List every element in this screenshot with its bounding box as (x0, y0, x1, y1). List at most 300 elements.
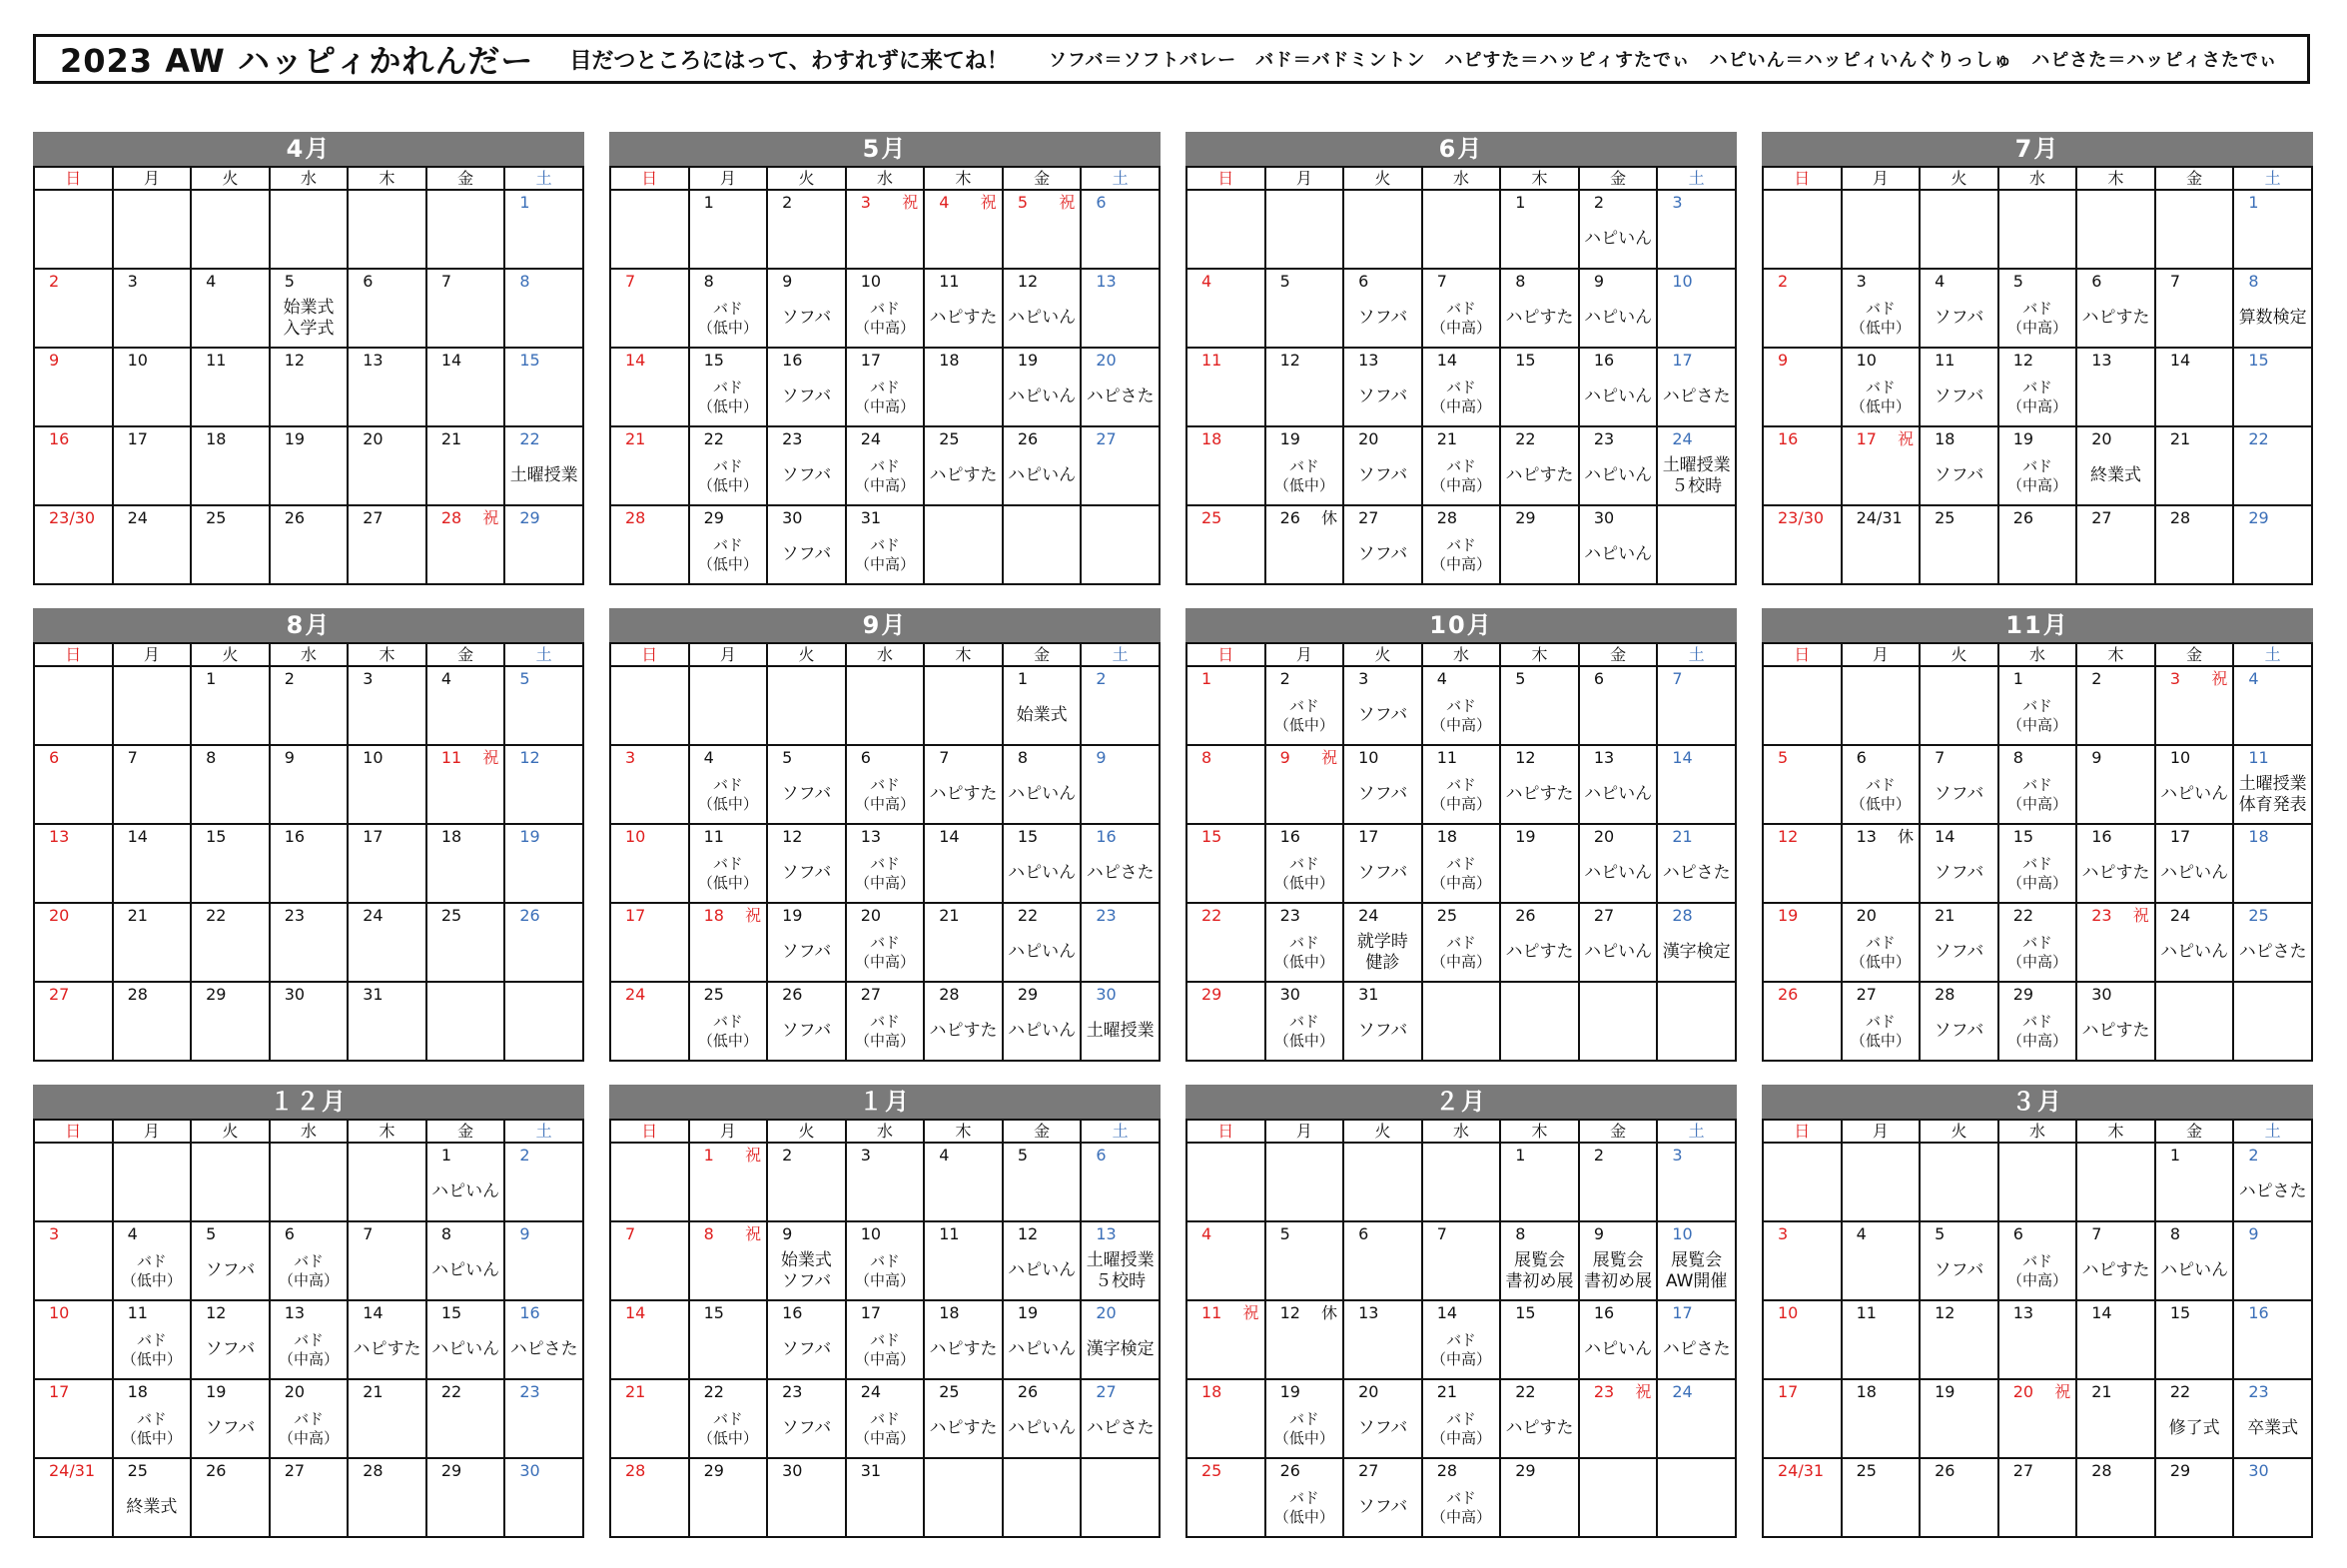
day-cell (1422, 1379, 1501, 1458)
day-cell (426, 269, 505, 348)
day-cell (1500, 190, 1579, 269)
event-label: ハピすた (1505, 942, 1574, 962)
day-cell (924, 348, 1003, 426)
day-number: 19 (1017, 351, 1039, 370)
day-number: 9 (1593, 1224, 1604, 1243)
day-number: 23 (782, 1382, 803, 1401)
day-cell (1657, 1379, 1736, 1458)
day-number: 26 (1017, 1382, 1039, 1401)
day-number: 10 (625, 827, 646, 846)
day-number: 24 (1672, 429, 1693, 448)
weekday-header-row (1186, 167, 1736, 190)
day-cell (1579, 348, 1658, 426)
event-label: ハピすた (2081, 308, 2150, 328)
day-number: 20 (1096, 351, 1117, 370)
day-number: 23 (2091, 906, 2112, 925)
day-number: 7 (939, 748, 950, 767)
day-cell (2076, 269, 2155, 348)
weekday-label: 水 (1422, 167, 1501, 190)
day-number: 1 (1515, 193, 1526, 212)
day-cell (426, 505, 505, 584)
weekday-label: 水 (846, 643, 925, 666)
day-number: 3 (363, 669, 374, 688)
empty-day-cell (1003, 505, 1082, 584)
empty-day-cell (689, 666, 768, 745)
event-label: バド （中高） (2006, 854, 2067, 892)
week-row (610, 269, 1160, 348)
day-number: 13 (1358, 1303, 1379, 1322)
day-cell (1657, 190, 1736, 269)
day-number: 3 (1672, 1146, 1683, 1165)
day-number: 26 (284, 508, 306, 527)
holiday-mark: 祝 (1242, 1303, 1259, 1322)
day-cell (1500, 348, 1579, 426)
day-cell (1998, 745, 2077, 824)
day-number: 13 (1358, 351, 1379, 370)
day-number: 13 (284, 1303, 306, 1322)
day-number: 14 (625, 351, 646, 370)
day-cell (2076, 982, 2155, 1061)
event-label: バド （低中） (1850, 299, 1911, 337)
day-cell (1081, 1221, 1160, 1300)
day-cell (270, 426, 349, 505)
day-cell (270, 903, 349, 982)
day-number: 1 (440, 1146, 451, 1165)
day-number: 6 (1096, 1146, 1107, 1165)
weekday-label: 木 (924, 1120, 1003, 1143)
day-cell (1763, 982, 1842, 1061)
day-number: 21 (1935, 906, 1956, 925)
day-cell (34, 745, 113, 824)
day-number: 14 (2091, 1303, 2112, 1322)
event-label: ハピさた (1086, 387, 1155, 406)
weekday-header-row (610, 1120, 1160, 1143)
weekday-label: 金 (426, 1120, 505, 1143)
day-cell (1763, 1300, 1842, 1379)
day-cell (1500, 745, 1579, 824)
event-label: ハピいん (1584, 863, 1653, 883)
day-cell (1265, 505, 1344, 584)
day-number: 25 (127, 1461, 148, 1480)
day-number: 22 (519, 429, 540, 448)
day-number: 14 (939, 827, 960, 846)
day-cell (2076, 745, 2155, 824)
event-label: ハピいん (1584, 308, 1653, 328)
day-cell (34, 348, 113, 426)
day-number: 13 (860, 827, 882, 846)
event-label: ハピいん (1008, 1260, 1077, 1280)
day-cell (426, 745, 505, 824)
event-label: バド （中高） (2006, 1012, 2067, 1050)
event-label: ハピすた (929, 1339, 998, 1359)
day-number: 8 (1515, 272, 1526, 291)
holiday-mark: 祝 (902, 193, 919, 212)
day-number: 12 (1515, 748, 1536, 767)
weekday-label: 土 (1657, 643, 1736, 666)
event-label: 土曜授業 体育発表 (2238, 773, 2307, 815)
day-cell (2233, 1379, 2312, 1458)
month-title: １２月 (33, 1085, 584, 1119)
day-cell (191, 426, 270, 505)
month-calendar (1185, 1085, 1737, 1538)
day-cell (1081, 426, 1160, 505)
empty-day-cell (1763, 1143, 1842, 1221)
day-cell (1343, 745, 1422, 824)
day-number: 8 (519, 272, 530, 291)
day-number: 12 (519, 748, 540, 767)
day-cell (113, 269, 192, 348)
day-cell (504, 426, 583, 505)
day-cell (1186, 666, 1265, 745)
day-cell (610, 1221, 689, 1300)
day-number: 24/31 (49, 1461, 96, 1480)
event-label: ハピいん (431, 1339, 500, 1359)
event-label: バド （低中） (121, 1409, 182, 1447)
day-number: 23 (1096, 906, 1117, 925)
event-label: ソフバ (1357, 863, 1408, 883)
day-number: 11 (1935, 351, 1956, 370)
month-title: ３月 (1762, 1085, 2313, 1119)
event-label: バド （中高） (1430, 696, 1491, 734)
weekday-label: 火 (1343, 643, 1422, 666)
day-cell (1763, 505, 1842, 584)
week-row (610, 745, 1160, 824)
event-label: バド （中高） (1430, 1330, 1491, 1368)
weekday-header-row (1763, 643, 2312, 666)
day-cell (1657, 745, 1736, 824)
day-number: 18 (1201, 1382, 1222, 1401)
event-label: ハピすた (1505, 784, 1574, 804)
event-label: バド （中高） (854, 775, 915, 813)
week-row (1763, 190, 2312, 269)
day-number: 22 (1515, 1382, 1536, 1401)
day-number: 4 (206, 272, 217, 291)
day-cell (1920, 505, 1998, 584)
month-title: 10月 (1185, 608, 1737, 642)
day-cell (767, 1300, 846, 1379)
day-number: 23 (1593, 1382, 1615, 1401)
day-cell (348, 1221, 426, 1300)
day-number: 17 (1672, 1303, 1693, 1322)
day-cell (1422, 505, 1501, 584)
weekday-label: 日 (34, 1120, 113, 1143)
day-cell (610, 982, 689, 1061)
day-cell (767, 824, 846, 903)
day-cell (426, 1300, 505, 1379)
week-row (1763, 666, 2312, 745)
day-number: 25 (206, 508, 227, 527)
day-cell (34, 1458, 113, 1537)
week-row (1186, 1379, 1736, 1458)
day-cell (689, 1221, 768, 1300)
day-number: 12 (206, 1303, 227, 1322)
day-number: 23 (1279, 906, 1300, 925)
event-label: ソフバ (781, 465, 832, 485)
event-label: バド （低中） (697, 299, 758, 337)
empty-day-cell (1920, 190, 1998, 269)
day-cell (846, 1143, 925, 1221)
day-cell (504, 1300, 583, 1379)
day-cell (1422, 269, 1501, 348)
weekday-label: 月 (1842, 643, 1921, 666)
day-cell (34, 426, 113, 505)
event-label: 展覧会 書初め展 (1584, 1249, 1653, 1291)
day-number: 17 (363, 827, 384, 846)
day-number: 6 (49, 748, 60, 767)
day-cell (610, 824, 689, 903)
event-label: バド （低中） (697, 1409, 758, 1447)
day-number: 1 (2248, 193, 2259, 212)
day-number: 18 (1201, 429, 1222, 448)
day-number: 25 (703, 985, 724, 1004)
empty-day-cell (610, 666, 689, 745)
month-table (33, 642, 584, 1062)
day-cell (270, 824, 349, 903)
day-number: 2 (519, 1146, 530, 1165)
event-label: ソフバ (781, 942, 832, 962)
day-number: 24 (625, 985, 646, 1004)
day-number: 11 (2248, 748, 2269, 767)
day-number: 16 (284, 827, 306, 846)
day-number: 19 (1017, 1303, 1039, 1322)
day-cell (1003, 1379, 1082, 1458)
day-number: 11 (1436, 748, 1458, 767)
weekday-label: 日 (610, 643, 689, 666)
day-number: 23 (519, 1382, 540, 1401)
day-number: 3 (2169, 669, 2180, 688)
holiday-mark: 祝 (1059, 193, 1076, 212)
event-label: バド （中高） (854, 1251, 915, 1289)
empty-day-cell (34, 190, 113, 269)
day-cell (2076, 824, 2155, 903)
day-number: 4 (939, 1146, 950, 1165)
day-cell (2233, 505, 2312, 584)
day-cell (689, 982, 768, 1061)
day-cell (1186, 1221, 1265, 1300)
day-number: 15 (2169, 1303, 2191, 1322)
day-number: 19 (206, 1382, 227, 1401)
week-row (610, 1300, 1160, 1379)
day-number: 13 (1096, 272, 1117, 291)
week-row (34, 666, 583, 745)
day-cell (1763, 745, 1842, 824)
day-cell (1763, 903, 1842, 982)
header-message: 目だつところにはって、わすれずに来てね！ (569, 48, 1009, 74)
day-cell (2233, 745, 2312, 824)
day-cell (113, 1379, 192, 1458)
day-number: 25 (1935, 508, 1956, 527)
day-number: 20 (49, 906, 70, 925)
day-cell (1265, 824, 1344, 903)
day-number: 9 (1593, 272, 1604, 291)
day-cell (1500, 505, 1579, 584)
day-cell (1343, 903, 1422, 982)
event-label: ハピすた (929, 465, 998, 485)
day-number: 27 (1358, 1461, 1379, 1480)
day-cell (1920, 903, 1998, 982)
day-number: 5 (1017, 1146, 1028, 1165)
day-cell (34, 824, 113, 903)
weekday-label: 木 (2076, 643, 2155, 666)
day-number: 22 (2248, 429, 2269, 448)
day-cell (1579, 426, 1658, 505)
day-cell (610, 269, 689, 348)
day-cell (2076, 348, 2155, 426)
day-number: 28 (440, 508, 462, 527)
day-number: 25 (440, 906, 462, 925)
day-number: 9 (2248, 1224, 2259, 1243)
empty-day-cell (1343, 190, 1422, 269)
day-cell (2233, 426, 2312, 505)
weekday-label: 月 (1265, 1120, 1344, 1143)
day-cell (2155, 1379, 2234, 1458)
empty-day-cell (1422, 982, 1501, 1061)
day-cell (689, 348, 768, 426)
day-cell (1763, 1458, 1842, 1537)
weekday-label: 土 (2233, 1120, 2312, 1143)
day-number: 11 (1856, 1303, 1877, 1322)
day-cell (846, 1221, 925, 1300)
day-cell (1186, 426, 1265, 505)
event-label: バド （中高） (1430, 456, 1491, 494)
day-cell (1081, 666, 1160, 745)
day-number: 27 (1096, 1382, 1117, 1401)
day-number: 29 (1017, 985, 1039, 1004)
day-cell (689, 824, 768, 903)
day-number: 12 (1017, 272, 1039, 291)
day-cell (1186, 982, 1265, 1061)
weekday-label: 金 (426, 167, 505, 190)
weekday-label: 土 (504, 643, 583, 666)
day-cell (1579, 1300, 1658, 1379)
week-row (610, 1379, 1160, 1458)
day-number: 29 (1515, 1461, 1536, 1480)
day-cell (1343, 269, 1422, 348)
empty-day-cell (1920, 666, 1998, 745)
day-cell (1500, 666, 1579, 745)
week-row (1763, 1458, 2312, 1537)
day-number: 18 (440, 827, 462, 846)
day-number: 6 (363, 272, 374, 291)
day-cell (2233, 1221, 2312, 1300)
day-number: 5 (1778, 748, 1789, 767)
event-label: バド （低中） (1850, 775, 1911, 813)
weekday-header-row (34, 643, 583, 666)
day-cell (2155, 745, 2234, 824)
day-cell (2155, 1221, 2234, 1300)
day-cell (2233, 348, 2312, 426)
day-number: 12 (1017, 1224, 1039, 1243)
day-cell (610, 745, 689, 824)
day-cell (1998, 505, 2077, 584)
weekday-label: 日 (1186, 167, 1265, 190)
month-title: 11月 (1762, 608, 2313, 642)
empty-day-cell (1579, 1458, 1658, 1537)
day-number: 21 (1672, 827, 1693, 846)
day-number: 22 (703, 429, 724, 448)
event-label: ハピすた (929, 1021, 998, 1041)
day-cell (2076, 666, 2155, 745)
day-cell (689, 505, 768, 584)
day-cell (1081, 190, 1160, 269)
weekday-label: 金 (1003, 167, 1082, 190)
day-number: 1 (1017, 669, 1028, 688)
day-cell (689, 1379, 768, 1458)
day-number: 14 (363, 1303, 384, 1322)
day-number: 20 (1358, 1382, 1379, 1401)
event-label: バド （中高） (1430, 535, 1491, 573)
day-cell (1842, 1300, 1921, 1379)
weekday-label: 月 (689, 167, 768, 190)
weekday-label: 日 (1186, 643, 1265, 666)
day-cell (1842, 982, 1921, 1061)
day-number: 9 (782, 272, 793, 291)
empty-day-cell (426, 190, 505, 269)
day-number: 12 (284, 351, 306, 370)
day-cell (1343, 666, 1422, 745)
empty-day-cell (348, 190, 426, 269)
day-cell (1998, 1458, 2077, 1537)
empty-day-cell (1579, 982, 1658, 1061)
event-label: バド （中高） (854, 1330, 915, 1368)
day-number: 14 (127, 827, 148, 846)
day-cell (2155, 505, 2234, 584)
event-label: 終業式 (126, 1497, 178, 1517)
day-cell (191, 269, 270, 348)
weekday-label: 月 (689, 643, 768, 666)
day-cell (1422, 745, 1501, 824)
event-label: ソフバ (781, 863, 832, 883)
day-cell (689, 426, 768, 505)
day-cell (270, 1458, 349, 1537)
empty-day-cell (924, 1458, 1003, 1537)
day-number: 18 (939, 351, 960, 370)
day-number: 30 (519, 1461, 540, 1480)
day-cell (2076, 1379, 2155, 1458)
day-cell (1579, 1143, 1658, 1221)
day-number: 24 (860, 429, 882, 448)
day-number: 17 (127, 429, 148, 448)
day-number: 22 (206, 906, 227, 925)
day-cell (1763, 426, 1842, 505)
day-cell (348, 903, 426, 982)
day-cell (34, 269, 113, 348)
day-cell (1500, 426, 1579, 505)
day-cell (689, 903, 768, 982)
day-number: 31 (860, 1461, 882, 1480)
day-number: 16 (1279, 827, 1300, 846)
event-label: バド （中高） (854, 456, 915, 494)
day-cell (1265, 982, 1344, 1061)
event-label: ハピいん (431, 1260, 500, 1280)
day-number: 14 (625, 1303, 646, 1322)
week-row (1763, 1300, 2312, 1379)
day-number: 1 (703, 193, 714, 212)
day-cell (426, 1143, 505, 1221)
week-row (1763, 903, 2312, 982)
event-label: バド （中高） (1430, 854, 1491, 892)
day-cell (113, 348, 192, 426)
day-number: 12 (1935, 1303, 1956, 1322)
day-cell (1265, 1458, 1344, 1537)
day-number: 24/31 (1856, 508, 1903, 527)
weekday-label: 土 (504, 167, 583, 190)
event-label: ハピすた (1505, 1418, 1574, 1438)
event-label: 就学時 健診 (1356, 931, 1408, 973)
day-cell (2076, 903, 2155, 982)
day-number: 24/31 (1778, 1461, 1825, 1480)
day-number: 9 (2091, 748, 2102, 767)
